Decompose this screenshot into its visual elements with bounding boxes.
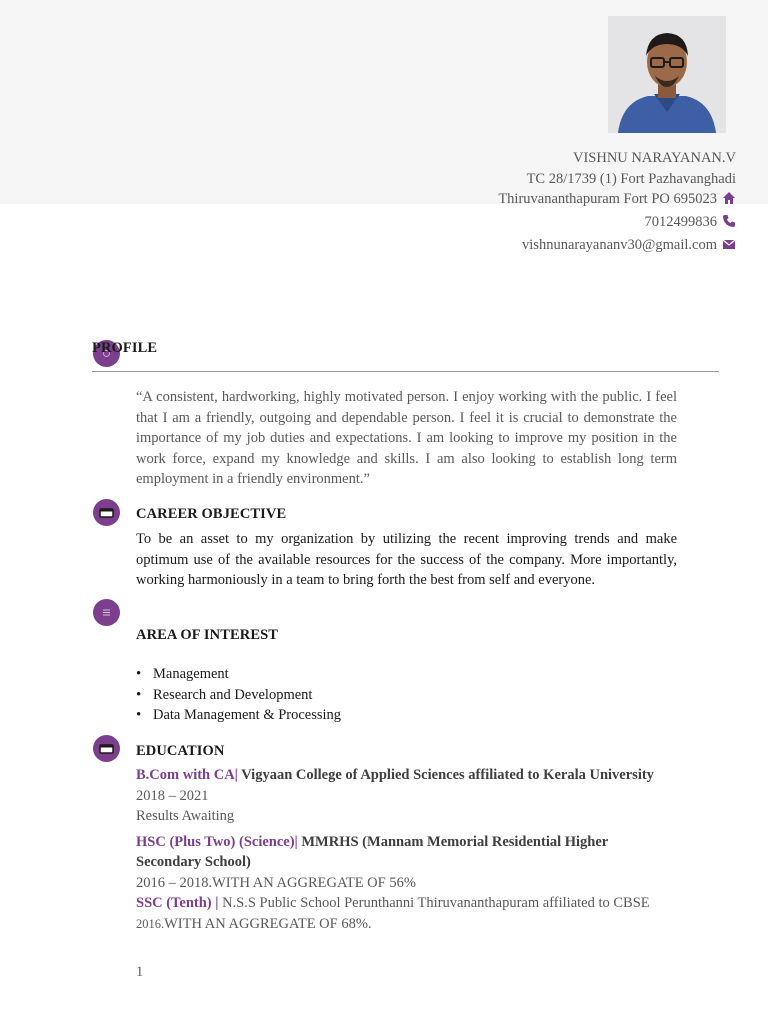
bcom-line bbox=[136, 765, 654, 786]
career-text: To be an asset to my organization by utilizing the recent improving trends and make optimum use of the available resources for the success of the company. More importantly, working harmoniously in a team to bring forth the best from self and everyone. bbox=[136, 531, 677, 589]
hsc-school: MMRHS (Mannam Memorial Residential Higher bbox=[297, 834, 609, 850]
ssc-school: N.S.S Public School Perunthanni Thiruvananthapuram affiliated to CBSE bbox=[218, 895, 650, 911]
career-heading: CAREER OBJECTIVE bbox=[136, 506, 287, 522]
home-icon bbox=[722, 191, 736, 205]
address-line-2 bbox=[498, 190, 736, 208]
bcom-result: Results Awaiting bbox=[136, 808, 235, 824]
bcom-years: 2018 – 2021 bbox=[136, 788, 209, 804]
hsc-line bbox=[136, 832, 608, 853]
list-item: • Management bbox=[153, 664, 341, 685]
profile-heading: PROFILE bbox=[92, 340, 158, 356]
phone-icon bbox=[722, 214, 736, 228]
ssc-result-line bbox=[136, 914, 372, 935]
hsc-school-cont: Secondary School) bbox=[136, 854, 251, 870]
email-line bbox=[522, 236, 736, 254]
profile-divider bbox=[92, 371, 719, 372]
career-section-icon bbox=[93, 499, 120, 526]
envelope-icon bbox=[722, 237, 736, 251]
phone-line bbox=[645, 213, 737, 231]
phone-number: 7012499836 bbox=[644, 214, 717, 230]
interest-section-icon bbox=[93, 599, 120, 626]
page-number: 1 bbox=[136, 964, 144, 980]
candidate-name: VISHNU NARAYANAN.V bbox=[572, 150, 736, 166]
address-street: TC 28/1739 (1) Fort Pazhavanghadi bbox=[526, 171, 736, 187]
list-item: • Research and Development bbox=[153, 685, 341, 706]
hsc-degree: HSC (Plus Two) (Science)| bbox=[136, 834, 298, 850]
ssc-result: WITH AN AGGREGATE OF 68%. bbox=[164, 916, 372, 932]
education-heading: EDUCATION bbox=[136, 743, 225, 759]
profile-photo bbox=[608, 16, 726, 133]
profile-text: “A consistent, hardworking, highly motivated person. I enjoy working with the public. I feel that I am a friendly, outgoing and dependable person. I feel it is crucial to demonstrate the importance of my job duties and expectations. I am looking to improve my position in the work force, expand my knowledge and skills. I am also looking to establish long term employment in a friendly environment.” bbox=[136, 389, 677, 488]
address-line-1 bbox=[527, 170, 736, 188]
name-line bbox=[573, 149, 736, 167]
education-section-icon bbox=[93, 735, 120, 762]
ssc-year: 2016. bbox=[136, 917, 165, 931]
ssc-degree: SSC (Tenth) | bbox=[136, 895, 219, 911]
interest-list bbox=[136, 664, 341, 726]
bcom-college: Vigyaan College of Applied Sciences affiliated to Kerala University bbox=[237, 767, 654, 783]
interest-heading: AREA OF INTEREST bbox=[136, 627, 279, 643]
list-item: • Data Management & Processing bbox=[153, 705, 341, 726]
address-city: Thiruvananthapuram Fort PO 695023 bbox=[498, 191, 717, 207]
bcom-degree: B.Com with CA| bbox=[136, 767, 238, 783]
email-address: vishnunarayananv30@gmail.com bbox=[522, 237, 717, 253]
hsc-years: 2016 – 2018.WITH AN AGGREGATE OF 56% bbox=[136, 875, 416, 891]
ssc-line bbox=[136, 893, 650, 914]
